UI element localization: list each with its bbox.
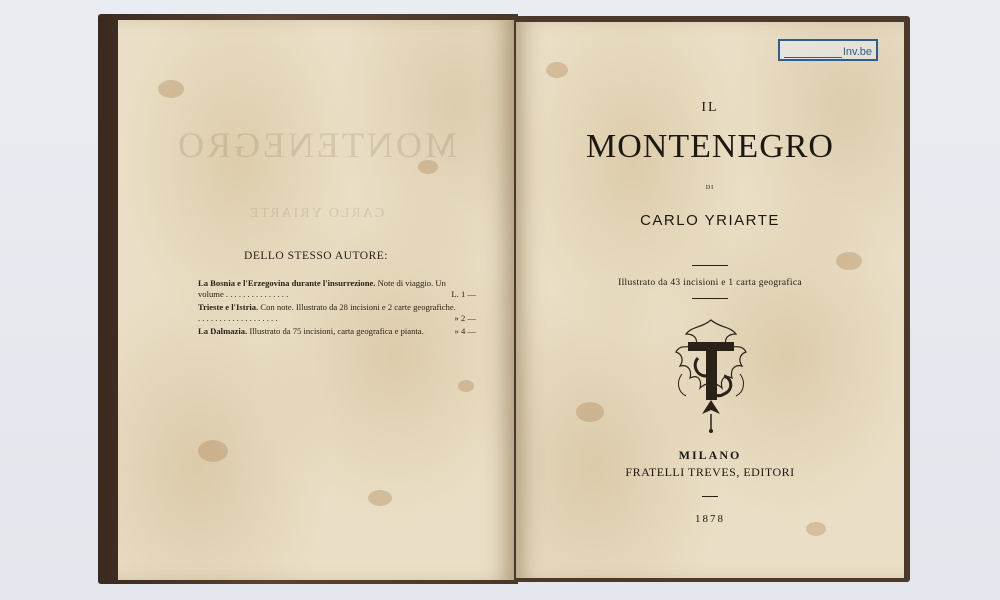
- list-item: [198, 278, 476, 300]
- bleed-through-author: CARLO YRIARTE: [247, 206, 385, 221]
- foxing-spot: [158, 80, 184, 98]
- publication-city: MILANO: [678, 448, 742, 462]
- right-page: [516, 22, 904, 578]
- list-item: [198, 326, 476, 337]
- list-item: [198, 302, 476, 324]
- publication-year: 1878: [695, 513, 725, 525]
- author-name: CARLO YRIARTE: [640, 212, 780, 229]
- illustration-note: Illustrato da 43 incisioni e 1 carta geografica: [618, 278, 802, 288]
- publisher-name: FRATELLI TREVES, EDITORI: [625, 465, 795, 479]
- works-list: [198, 278, 476, 339]
- work-price: » 4 —: [454, 326, 476, 336]
- foxing-spot: [458, 380, 474, 392]
- work-description: Con note. Illustrato da 28 incisioni e 2 carte geografiche. . . . . . . . . . . . . . . . . . . .: [198, 302, 456, 323]
- left-page: [118, 20, 514, 580]
- foxing-spot: [836, 252, 862, 270]
- work-price: » 2 —: [454, 313, 476, 323]
- foxing-spot: [576, 402, 604, 422]
- page-title: MONTENEGRO: [586, 128, 834, 165]
- work-price: L. 1 —: [451, 289, 476, 299]
- work-description: Note di viaggio. Un volume . . . . . . . . . . . . . . .: [198, 278, 446, 299]
- divider: [702, 496, 718, 497]
- divider: [692, 265, 728, 266]
- library-stamp: Inv.be: [778, 39, 878, 61]
- work-title: Trieste e l'Istria.: [198, 302, 259, 312]
- foxing-spot: [198, 440, 228, 462]
- also-by-heading: DELLO STESSO AUTORE:: [244, 250, 388, 262]
- work-description: Illustrato da 75 incisioni, carta geografica e pianta.: [247, 326, 424, 336]
- publisher-monogram-icon: [672, 318, 750, 434]
- bleed-through-title: MONTENEGRO: [175, 125, 457, 165]
- work-title: La Bosnia e l'Erzegovina durante l'insurrezione.: [198, 278, 376, 288]
- by-word: DI: [705, 185, 715, 191]
- title-article: IL: [701, 100, 719, 115]
- foxing-spot: [368, 490, 392, 506]
- work-title: La Dalmazia.: [198, 326, 248, 336]
- foxing-spot: [546, 62, 568, 78]
- divider: [692, 298, 728, 299]
